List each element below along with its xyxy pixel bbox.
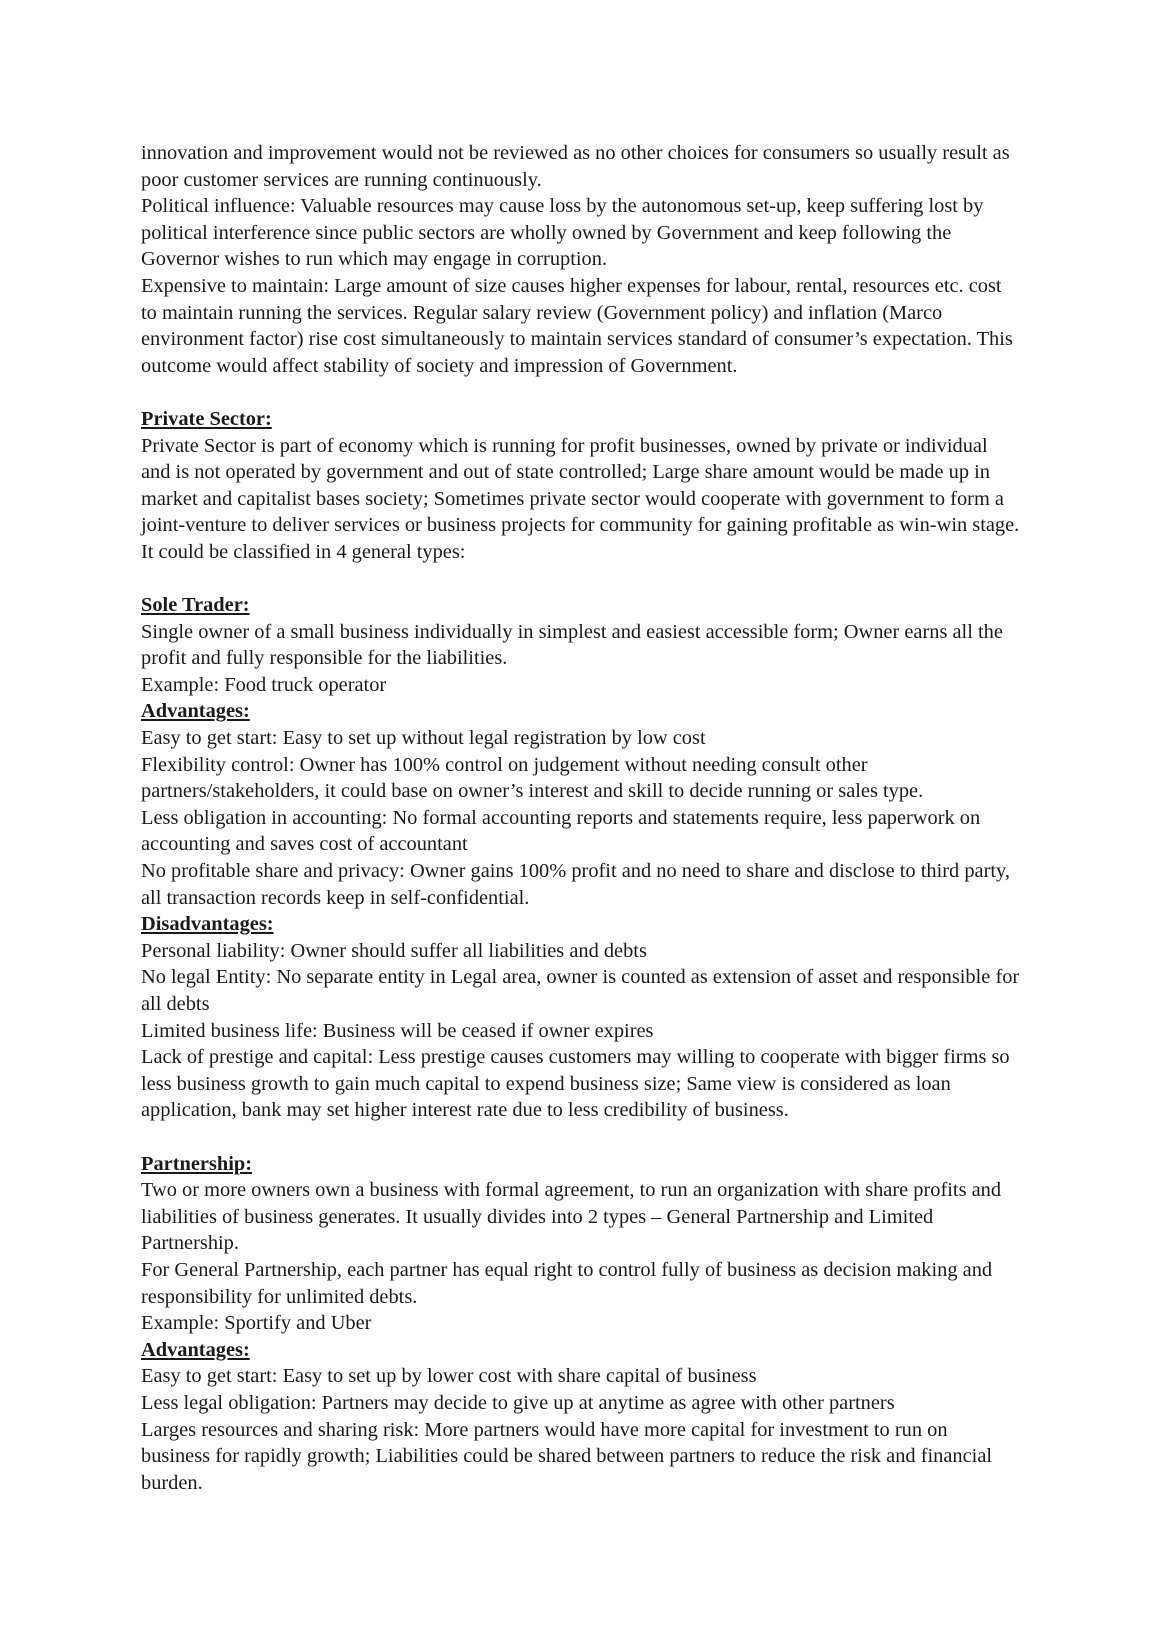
paragraph-gap <box>141 566 1021 593</box>
paragraph-gap <box>141 379 1021 406</box>
disadvantage-item: Limited business life: Business will be ceased if owner expires <box>141 1019 654 1042</box>
sole-trader-body: Single owner of a small business individually in simplest and easiest accessible form; Owner earns all the profit and fully responsible for the liabilities. <box>141 620 1003 670</box>
advantage-item: No profitable share and privacy: Owner gains 100% profit and no need to share and disclose to third party, all transaction records keep in self-confidential. <box>141 860 1010 909</box>
intro-paragraph: Political influence: Valuable resources may cause loss by the autonomous set-up, keep suffering lost by political interference since public sectors are wholly owned by Government and keep following the Governor wishes to run which may engage in corruption. <box>141 195 984 271</box>
sole-trader-heading: Sole Trader: <box>141 594 250 617</box>
partnership-example: Example: Sportify and Uber <box>141 1312 372 1335</box>
partnership-general: For General Partnership, each partner has equal right to control fully of business as decision making and responsibility for unlimited debts. <box>141 1258 993 1308</box>
private-sector-heading: Private Sector: <box>141 407 272 430</box>
disadvantage-item: Personal liability: Owner should suffer all liabilities and debts <box>141 939 647 962</box>
disadvantage-item: No legal Entity: No separate entity in Legal area, owner is counted as extension of asset and responsible for all debts <box>141 966 1020 1015</box>
sole-trader-example: Example: Food truck operator <box>141 673 387 696</box>
sole-trader-advantages-heading: Advantages: <box>141 700 250 723</box>
private-sector-body: Private Sector is part of economy which is running for profit businesses, owned by private or individual and is not operated by government and out of state controlled; Large share amount would be made up in market and capitalist bases society; Sometimes private sector would cooperate with government to form a joint-venture to deliver services or business projects for community for gaining profitable as win-win stage. It could be classified in 4 general types: <box>141 434 1020 563</box>
intro-paragraph: innovation and improvement would not be reviewed as no other choices for consumers so usually result as poor customer services are running continuously. <box>141 142 1010 191</box>
advantage-item: Easy to get start: Easy to set up without legal registration by low cost <box>141 727 706 750</box>
advantage-item: Less legal obligation: Partners may decide to give up at anytime as agree with other partners <box>141 1391 895 1414</box>
partnership-advantages-heading: Advantages: <box>141 1338 250 1361</box>
partnership-body: Two or more owners own a business with formal agreement, to run an organization with share profits and liabilities of business generates. It usually divides into 2 types – General Partnership and Limited Partnership. <box>141 1179 1002 1255</box>
intro-paragraph: Expensive to maintain: Large amount of size causes higher expenses for labour, rental, resources etc. cost to maintain running the services. Regular salary review (Government policy) and inflation (Marco environment factor) rise cost simultaneously to maintain services standard of consumer’s expectation. This outcome would affect stability of society and impression of Government. <box>141 274 1013 377</box>
advantage-item: Flexibility control: Owner has 100% control on judgement without needing consult other partners/stakeholders, it could base on owner’s interest and skill to decide running or sales type. <box>141 753 924 803</box>
document-page <box>141 140 1021 1496</box>
advantage-item: Less obligation in accounting: No formal accounting reports and statements require, less paperwork on accounting and saves cost of accountant <box>141 806 981 856</box>
advantage-item: Larges resources and sharing risk: More partners would have more capital for investment to run on business for rapidly growth; Liabilities could be shared between partners to reduce the risk and financial burden. <box>141 1418 993 1494</box>
partnership-heading: Partnership: <box>141 1152 253 1175</box>
paragraph-gap <box>141 1124 1021 1151</box>
advantage-item: Easy to get start: Easy to set up by lower cost with share capital of business <box>141 1365 757 1388</box>
sole-trader-disadvantages-heading: Disadvantages: <box>141 913 274 936</box>
disadvantage-item: Lack of prestige and capital: Less prestige causes customers may willing to cooperate with bigger firms so less business growth to gain much capital to expend business size; Same view is considered as loan application, bank may set higher interest rate due to less credibility of business. <box>141 1046 1010 1122</box>
